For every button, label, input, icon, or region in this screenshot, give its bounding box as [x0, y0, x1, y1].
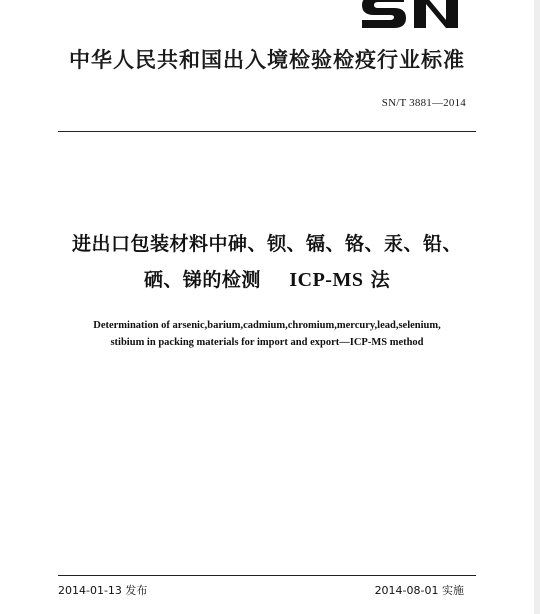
standard-number: SN/T 3881—2014: [381, 97, 466, 109]
english-title-line1: Determination of arsenic,barium,cadmium,chromium,mercury,lead,selenium,: [93, 320, 441, 331]
bottom-divider: [58, 575, 476, 576]
sn-logo: [360, 0, 464, 28]
chinese-title-line2-prefix: 硒、锑的检测: [143, 269, 261, 291]
chinese-title-method: ICP-MS: [289, 269, 364, 291]
english-title-line2: stibium in packing materials for import and export—ICP-MS method: [110, 337, 424, 348]
issue-date: 2014-01-13 发布: [58, 584, 148, 597]
chinese-title-line1: 进出口包装材料中砷、钡、镉、铬、汞、铅、: [71, 233, 462, 255]
chinese-title-line2-suffix: 法: [370, 269, 391, 291]
organization-title: 中华人民共和国出入境检验检疫行业标准: [69, 48, 465, 72]
implementation-date: 2014-08-01 实施: [374, 584, 464, 597]
top-divider: [58, 131, 476, 132]
chinese-title-line2: [0, 265, 534, 292]
